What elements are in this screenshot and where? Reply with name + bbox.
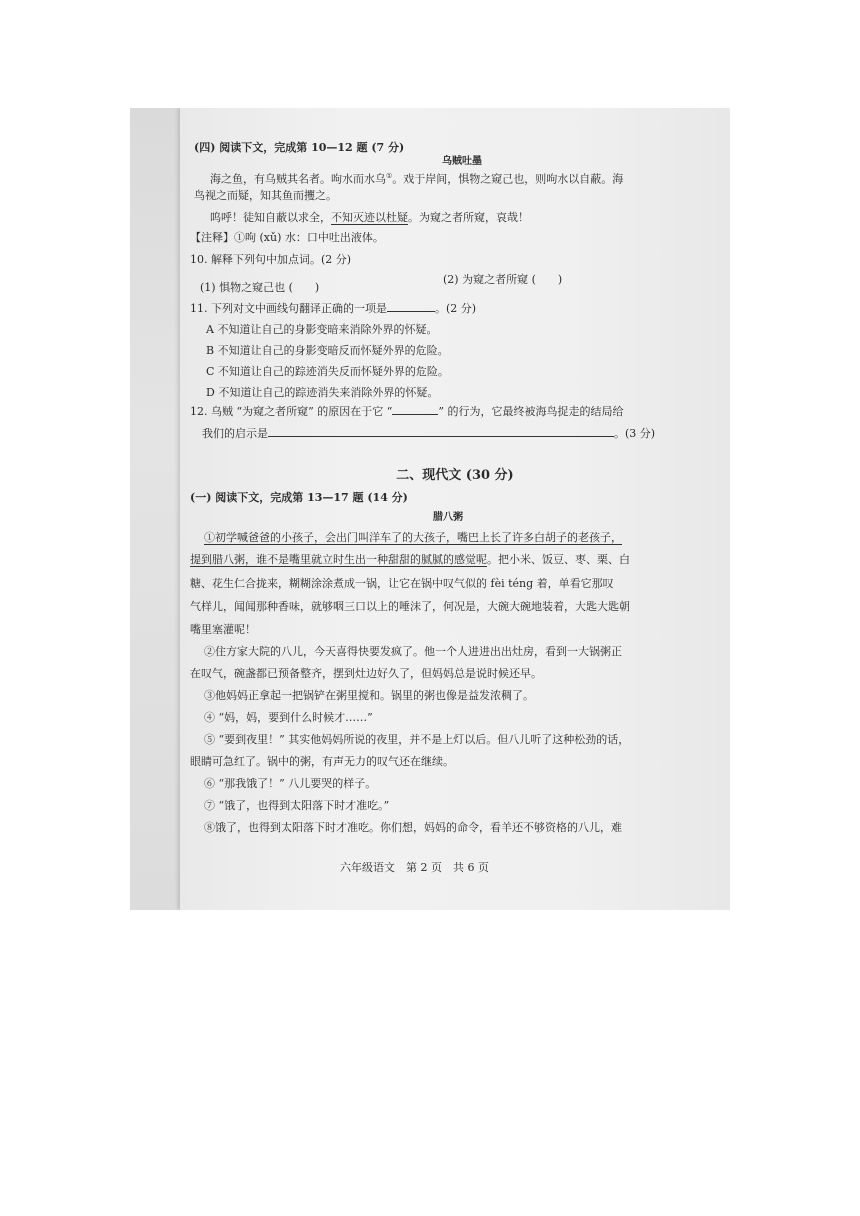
question-10-item-2: (2) 为窥之者所窥 ( )	[443, 273, 563, 286]
passage-line-1: 海之鱼，有乌贼其名者。呴水而水乌①。戏于岸间，惧物之窥己也，则呴水以自蔽。海	[210, 172, 624, 186]
essay-p2-line-2: 在叹气，碗盏都已预备整齐，摆到灶边好久了，但妈妈总是说时候还早。	[190, 667, 542, 680]
essay-p1-line-2: 提到腊八粥，谁不是嘴里就立时生出一种甜甜的腻腻的感觉呢。把小米、饭豆、枣、栗、白	[190, 553, 630, 566]
answer-blank-11[interactable]	[387, 301, 435, 312]
option-d: D 不知道让自己的踪迹消失来消除外界的怀疑。	[206, 386, 439, 399]
part4-heading: (四) 阅读下文，完成第 10—12 题 (7 分)	[194, 141, 405, 154]
essay-p5-line-1: ⑤ “要到夜里！” 其实他妈妈所说的夜里，并不是上灯以后。但八儿听了这种松劲的话，	[204, 733, 630, 746]
essay-p6: ⑥ “那我饿了！” 八儿要哭的样子。	[204, 777, 377, 790]
answer-blank-12a[interactable]	[392, 404, 438, 415]
underlined-sentence: 不知灭迹以杜疑	[331, 211, 408, 224]
essay-p7: ⑦ “饿了，也得到太阳落下时才准吃。”	[204, 799, 390, 812]
essay-p3: ③他妈妈正拿起一把锅铲在粥里搅和。锅里的粥也像是益发浓稠了。	[204, 689, 534, 702]
passage-line-3: 呜呼！徒知自蔽以求全，不知灭迹以杜疑。为窥之者所窥，哀哉！	[210, 211, 529, 224]
section-2-heading: 二、现代文 (30 分)	[396, 468, 514, 483]
section-2-subheading: (一) 阅读下文，完成第 13—17 题 (14 分)	[190, 491, 408, 504]
answer-blank-12b[interactable]	[268, 426, 614, 437]
option-c: C 不知道让自己的踪迹消失反而怀疑外界的危险。	[206, 365, 449, 378]
essay-p1-line-3: 糖、花生仁合拢来，糊糊涂涂煮成一锅，让它在锅中叹气似的 fèi téng 着，单看它那叹	[190, 577, 614, 590]
question-10-item-1: (1) 惧物之窥己也 ( )	[200, 281, 320, 294]
essay-p4: ④ “妈，妈，要到什么时候才……”	[204, 711, 373, 724]
passage-title: 乌贼吐墨	[442, 156, 482, 167]
exam-page	[180, 108, 730, 910]
question-10: 10. 解释下列句中加点词。(2 分)	[190, 253, 352, 266]
page-footer: 六年级语文 第 2 页 共 6 页	[340, 861, 489, 874]
option-b: B 不知道让自己的身影变暗反而怀疑外界的危险。	[206, 344, 449, 357]
essay-p1-line-1: ①初学喊爸爸的小孩子，会出门叫洋车了的大孩子，嘴巴上长了许多白胡子的老孩子，	[204, 531, 622, 544]
passage-line-2: 鸟视之而疑，知其鱼而攫之。	[194, 189, 337, 202]
essay-p1-line-4: 气样儿，闻闻那种香味，就够咽三口以上的唾沫了，何况是，大碗大碗地装着，大匙大匙朝	[190, 600, 630, 613]
question-12: 12. 乌贼 “为窥之者所窥” 的原因在于它 “ ” 的行为，它最终被海鸟捉走的结局给	[190, 405, 624, 418]
question-12-line-2: 我们的启示是 。(3 分)	[202, 427, 656, 440]
essay-p2-line-1: ②住方家大院的八儿，今天喜得快要发疯了。他一个人进进出出灶房，看到一大锅粥正	[204, 645, 622, 658]
essay-p5-line-2: 眼睛可急红了。锅中的粥，有声无力的叹气还在继续。	[190, 755, 454, 768]
question-11: 11. 下列对文中画线句翻译正确的一项是 。(2 分)	[190, 302, 477, 315]
option-a: A 不知道让自己的身影变暗来消除外界的怀疑。	[206, 323, 438, 336]
essay-p8: ⑧饿了，也得到太阳落下时才准吃。你们想，妈妈的命令，看羊还不够资格的八儿，难	[204, 821, 622, 834]
essay-p1-line-5: 嘴里塞灌呢！	[190, 623, 256, 636]
exam-photo	[130, 108, 730, 910]
annotation-note: 【注释】①呴 (xǔ) 水：口中吐出液体。	[190, 231, 384, 244]
essay-title: 腊八粥	[433, 512, 463, 523]
